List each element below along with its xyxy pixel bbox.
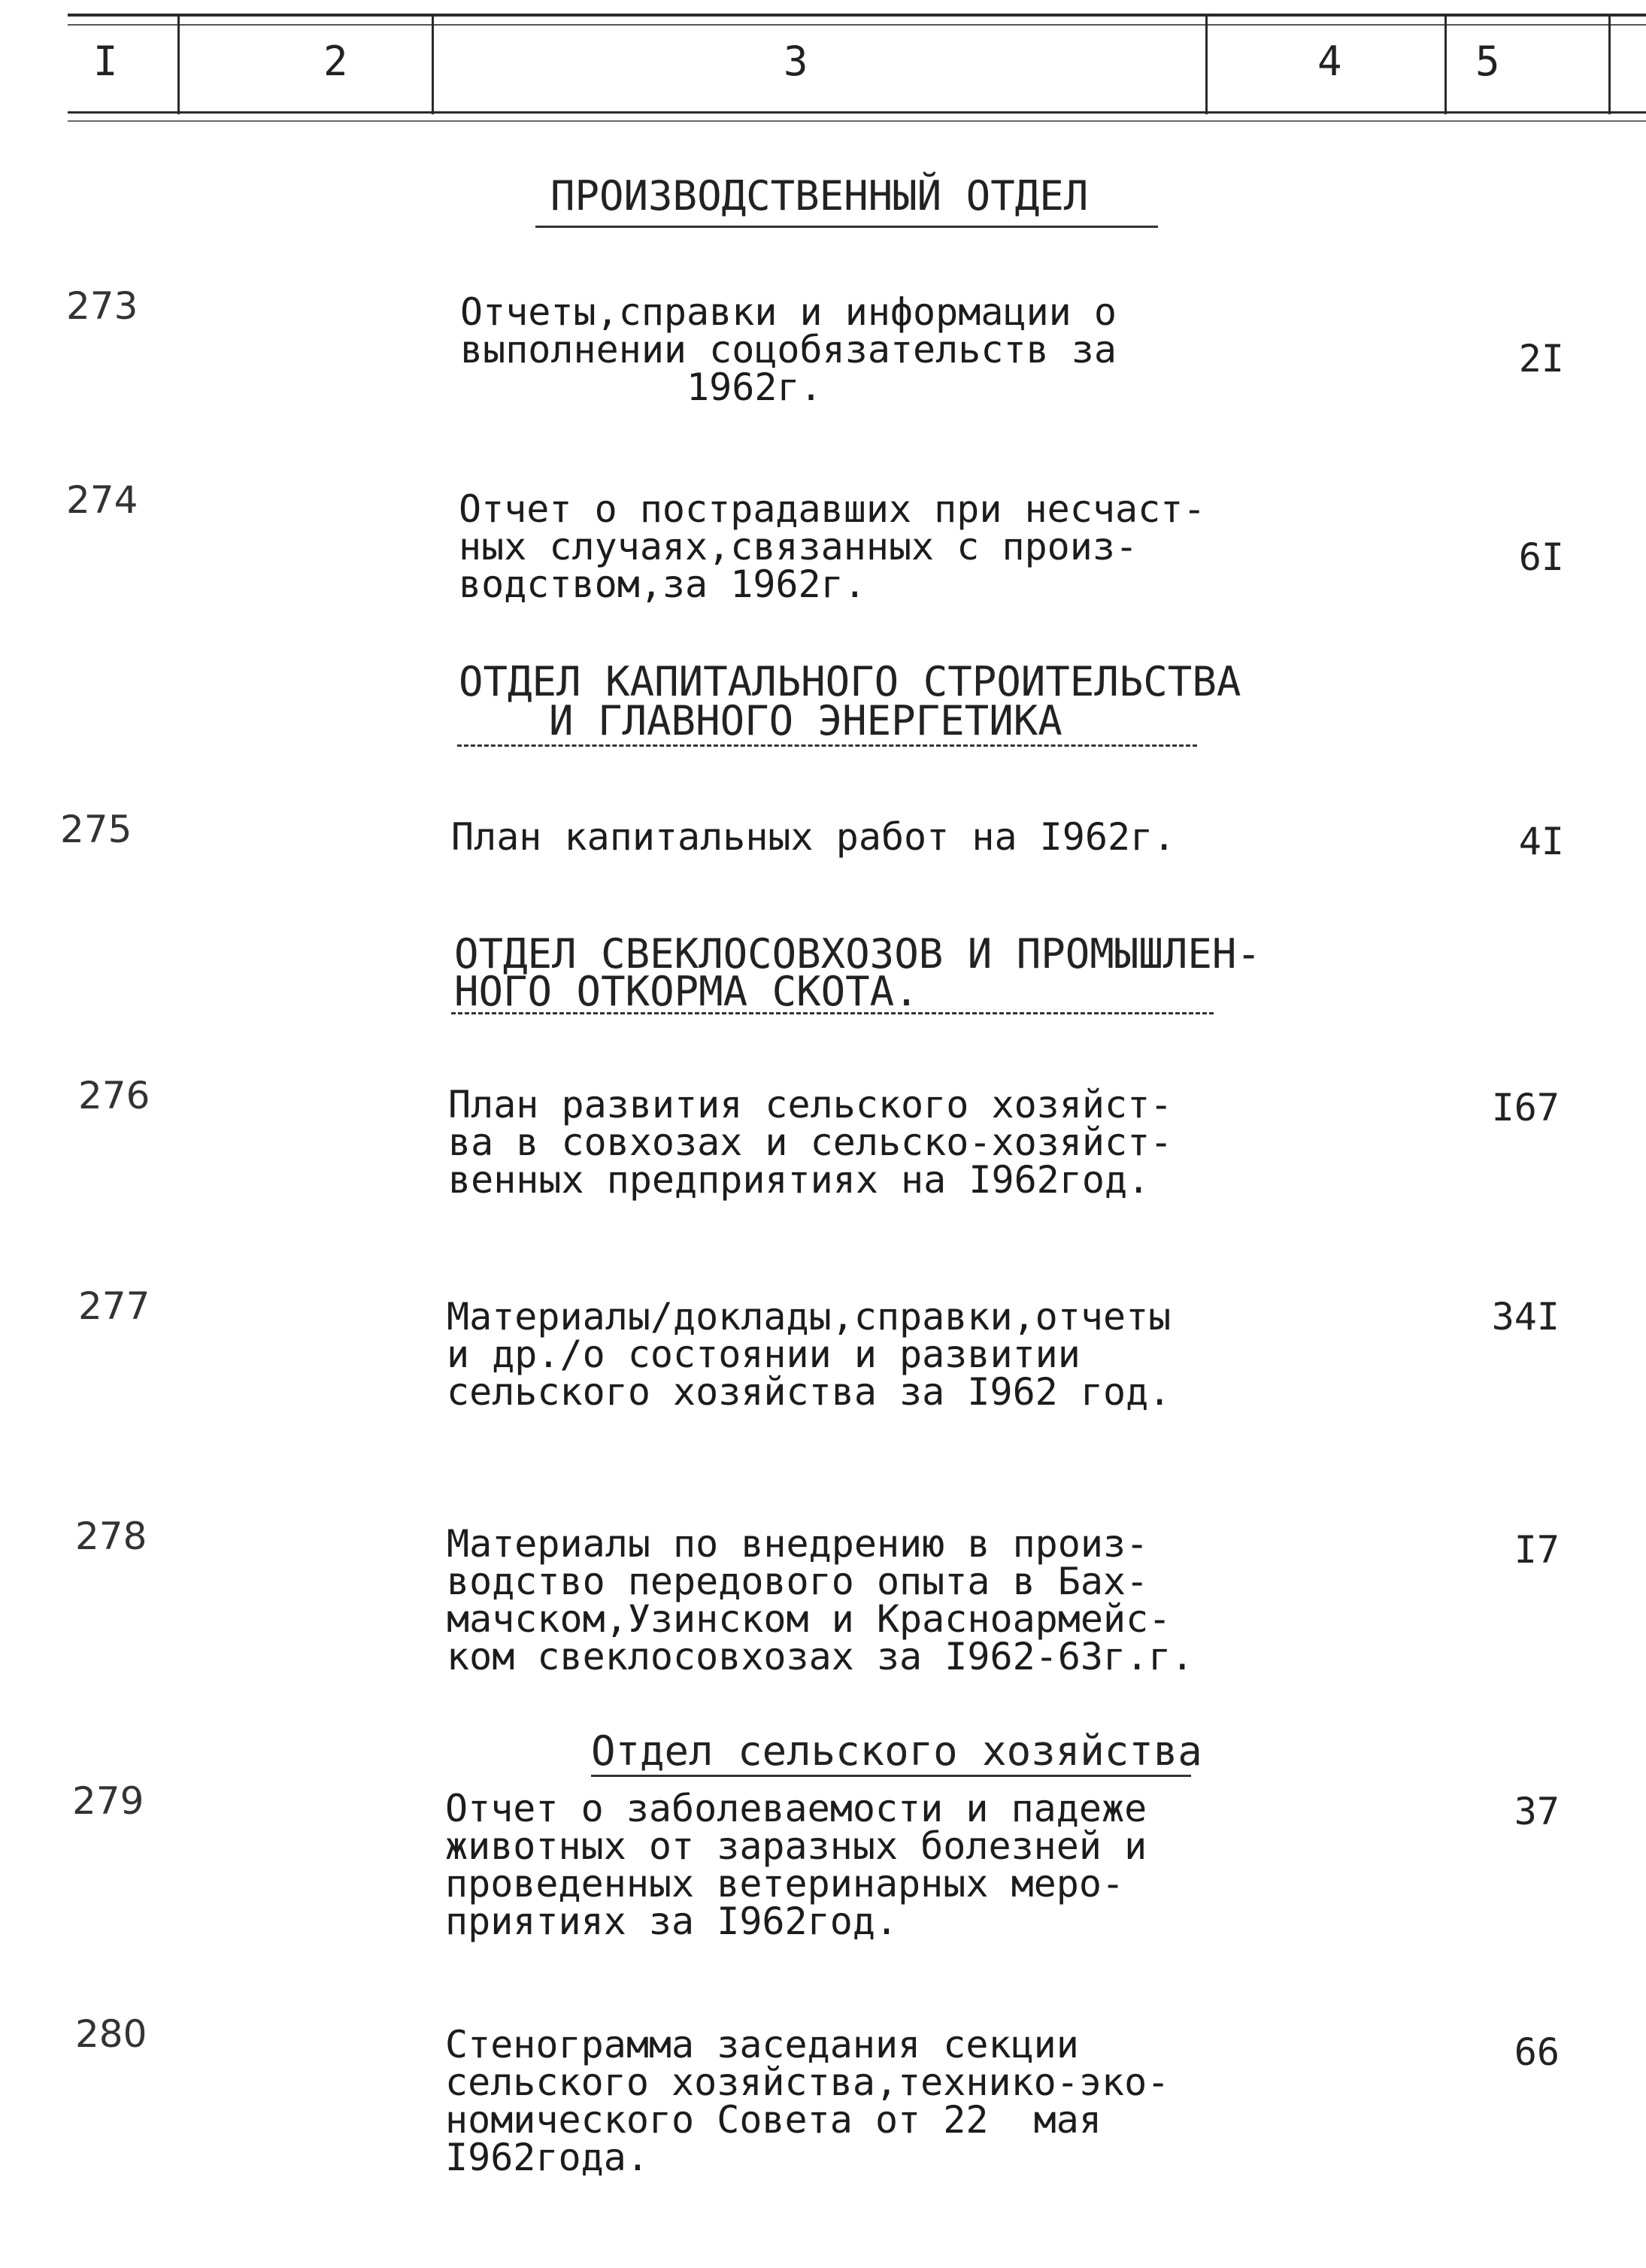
header-top-rule [68,14,1646,17]
entry-sheet-count: 34I [1491,1295,1560,1339]
entry-description: План развития сельского хозяйст- ва в совхозах и сельско-хозяйст- венных предприятиях на I962год. [448,1083,1173,1202]
entry-description: Отчеты,справки и информации о выполнении соцобязательств за 1962г. [460,290,1117,409]
entry-number: 279 [72,1779,144,1823]
entry-number: 277 [78,1284,150,1328]
entry-number: 278 [75,1515,147,1558]
entry-sheet-count: 2I [1518,337,1564,381]
entry-description: Материалы по внедрению в произ- водство передового опыта в Бах- мачском,Узинском и Красноармейс- ком свеклосовхозах за I962-63г.г. [447,1522,1194,1678]
section-underline [457,744,1197,747]
header-col-3: 3 [784,38,808,85]
header-col-divider [1608,14,1611,114]
section-underline [451,1012,1214,1014]
entry-number: 280 [75,2012,147,2056]
entry-sheet-count: 37 [1514,1790,1560,1833]
section-title-line: И ГЛАВНОГО ЭНЕРГЕТИКА [549,697,1062,744]
header-col-2: 2 [323,38,348,85]
header-col-divider [177,14,180,114]
header-bottom-rule-secondary [68,120,1646,122]
header-top-rule-secondary [68,24,1646,26]
header-col-1: I [93,38,118,85]
entry-sheet-count: 66 [1514,2030,1560,2074]
entry-number: 273 [66,284,138,328]
entry-number: 275 [60,808,132,851]
section-underline [535,226,1158,228]
entry-number: 276 [78,1074,150,1117]
entry-number: 274 [66,478,138,522]
header-bottom-rule [68,111,1646,114]
entry-description: Материалы/доклады,справки,отчеты и др./о состоянии и развитии сельского хозяйства за I962 год. [447,1295,1172,1414]
section-title-line: ОТДЕЛ КАПИТАЛЬНОГО СТРОИТЕЛЬСТВА [459,658,1241,705]
entry-sheet-count: 6I [1518,535,1564,579]
section-title: ПРОИЗВОДСТВЕННЫЙ ОТДЕЛ [550,172,1089,220]
header-col-divider [1444,14,1447,114]
header-col-divider [432,14,434,114]
header-col-divider [1205,14,1208,114]
header-col-4: 4 [1317,38,1342,85]
section-title: Отдел сельского хозяйства [591,1727,1202,1775]
entry-sheet-count: I7 [1514,1528,1560,1572]
entry-sheet-count: I67 [1491,1086,1560,1129]
entry-description: Отчет о заболеваемости и падеже животных от заразных болезней и проведенных ветеринарных меро- приятиях за I962год. [445,1787,1147,1943]
section-title-line: НОГО ОТКОРМА СКОТА. [454,968,919,1015]
section-underline [591,1775,1191,1777]
header-col-5: 5 [1475,38,1500,85]
entry-description: План капитальных работ на I962г. [451,815,1176,859]
entry-sheet-count: 4I [1518,820,1564,863]
section-title-line: ОТДЕЛ СВЕКЛОСОВХОЗОВ И ПРОМЫШЛЕН- [454,930,1261,978]
entry-description: Отчет о пострадавших при несчаст- ных случаях,связанных с произ- водством,за 1962г. [459,487,1206,606]
entry-description: Стенограмма заседания секции сельского хозяйства,технико-эко- номического Совета от 22 мая I962года. [445,2023,1170,2179]
